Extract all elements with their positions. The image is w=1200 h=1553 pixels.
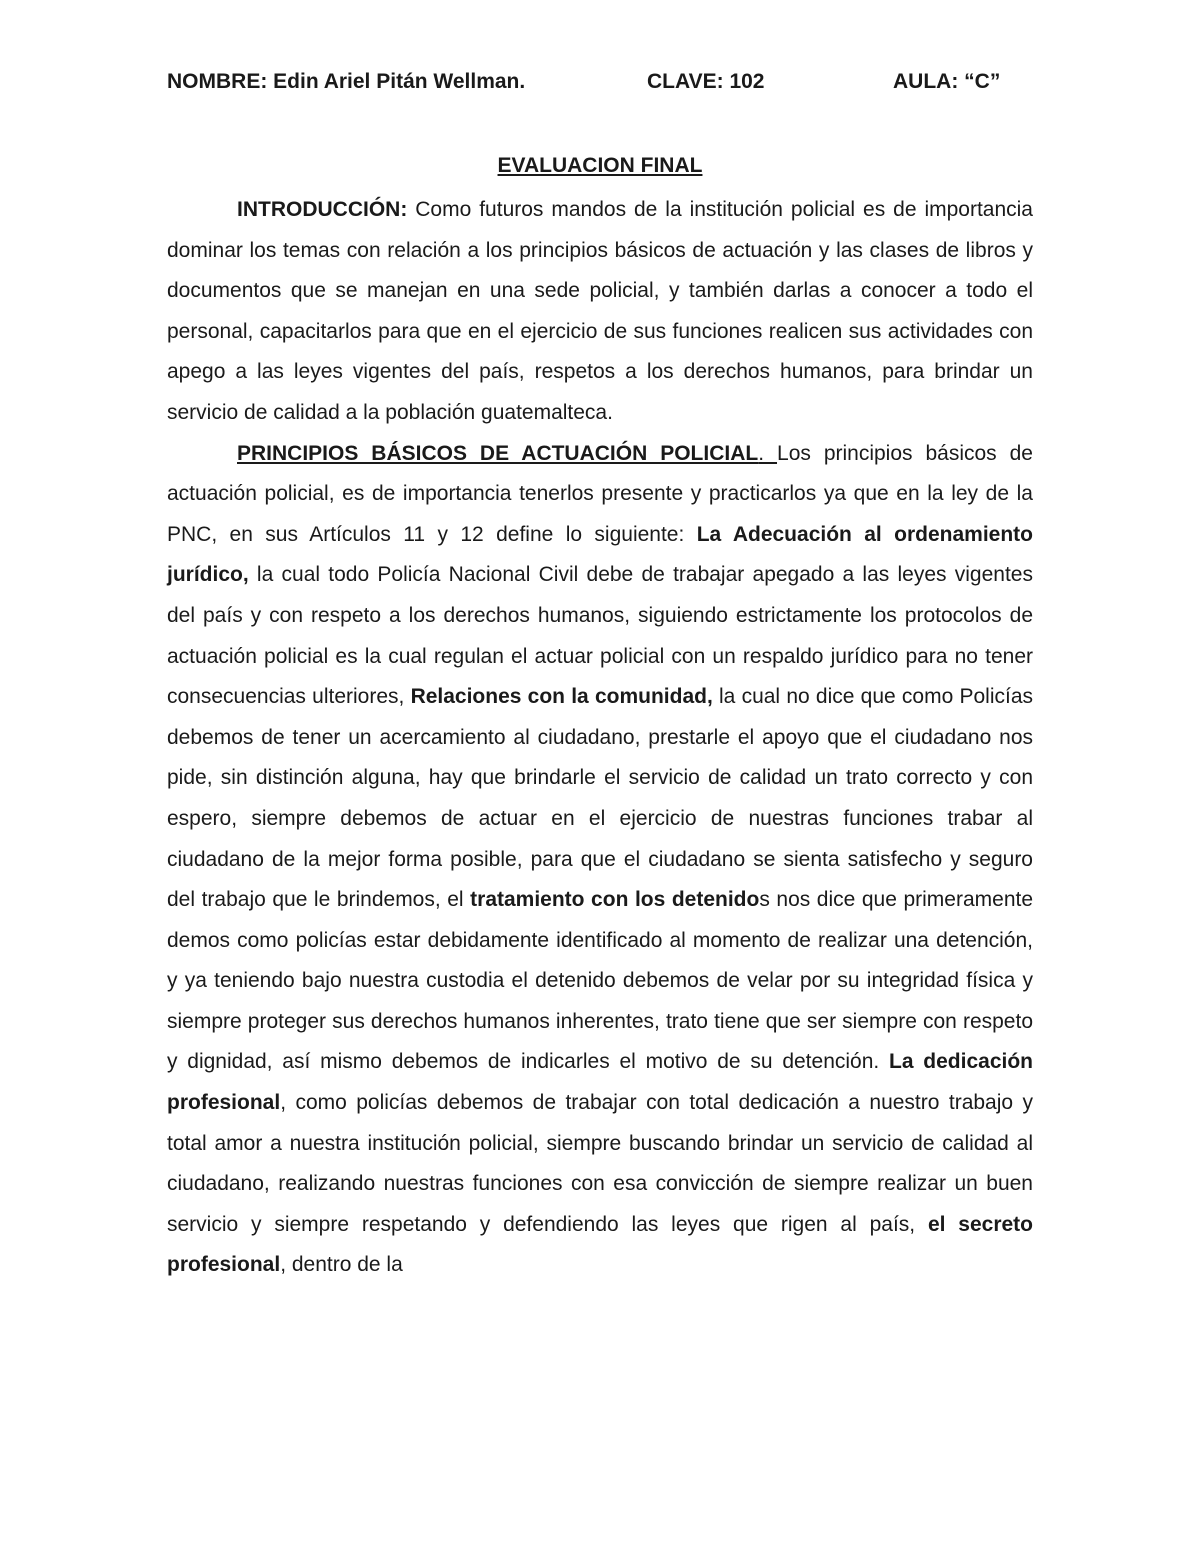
principle-dedicacion: La dedicación profesional: [167, 1050, 1033, 1115]
principle-secreto: el secreto profesional: [167, 1212, 1034, 1277]
principles-text-6: , dentro de la: [280, 1253, 403, 1277]
principles-text-5: , como policías debemos de trabajar con total dedicación a nuestro trabajo y total amor a nuestra institución policial, siempre buscando brindar un servicio de calidad al ciudadano, realizando nuestras funciones con esa convicción de siempre realizar un buen servicio y siempre respetando y defendiendo las leyes que rigen al país,: [167, 1091, 1033, 1236]
principle-adecuacion: La Adecuación al ordenamiento jurídico,: [167, 522, 1033, 587]
intro-label: INTRODUCCIÓN:: [237, 198, 408, 221]
intro-paragraph: [167, 190, 1033, 434]
document-page: [167, 70, 1033, 1286]
document-title: EVALUACION FINAL: [497, 154, 703, 177]
principles-text-2: la cual todo Policía Nacional Civil debe de trabajar apegado a las leyes vigentes del país y con respeto a los derechos humanos, siguiendo estrictamente los protocolos de actuación policial es la cual regulan el actuar policial con un respaldo jurídico para no tener consecuencias ulteriores,: [167, 563, 1033, 709]
principles-text-4: s nos dice que primeramente demos como policías estar debidamente identificado al momento de realizar una detención, y ya teniendo bajo nuestra custodia el detenido debemos de velar por su integridad física y siempre proteger sus derechos humanos inherentes, trato tiene que ser siempre con respeto y dignidad, así mismo debemos de indicarles el motivo de su detención.: [167, 888, 1034, 1074]
principles-paragraph: [167, 434, 1033, 1286]
document-header: [167, 70, 1033, 100]
principles-text-1: Los principios básicos de actuación policial, es de importancia tenerlos presente y practicarlos ya que en la ley de la PNC, en sus Artículos 11 y 12 define lo siguiente:: [167, 441, 1033, 546]
student-name: NOMBRE: Edin Ariel Pitán Wellman.: [167, 70, 526, 93]
principles-heading-dot: .: [758, 441, 778, 465]
student-key: CLAVE: 102: [647, 70, 765, 93]
intro-text: Como futuros mandos de la institución policial es de importancia dominar los temas con relación a los principios básicos de actuación y las clases de libros y documentos que se manejan en una sede policial, y también darlas a conocer a todo el personal, capacitarlos para que en el ejercicio de sus funciones realicen sus actividades con apego a las leyes vigentes del país, respetos a los derechos humanos, para brindar un servicio de calidad a la población guatemalteca.: [167, 198, 1033, 424]
classroom: AULA: “C”: [893, 70, 1001, 93]
principles-text-3: la cual no dice que como Policías debemos de tener un acercamiento al ciudadano, prestarle el apoyo que el ciudadano nos pide, sin distinción alguna, hay que brindarle el servicio de calidad un trato correcto y con espero, siempre debemos de actuar en el ejercicio de nuestras funciones trabar al ciudadano de la mejor forma posible, para que el ciudadano se sienta satisfecho y seguro del trabajo que le brindemos, el: [167, 685, 1033, 912]
principles-heading: PRINCIPIOS BÁSICOS DE ACTUACIÓN POLICIAL: [237, 441, 759, 465]
principle-relaciones: Relaciones con la comunidad,: [410, 685, 713, 709]
principle-tratamiento: tratamiento con los detenido: [470, 888, 760, 912]
